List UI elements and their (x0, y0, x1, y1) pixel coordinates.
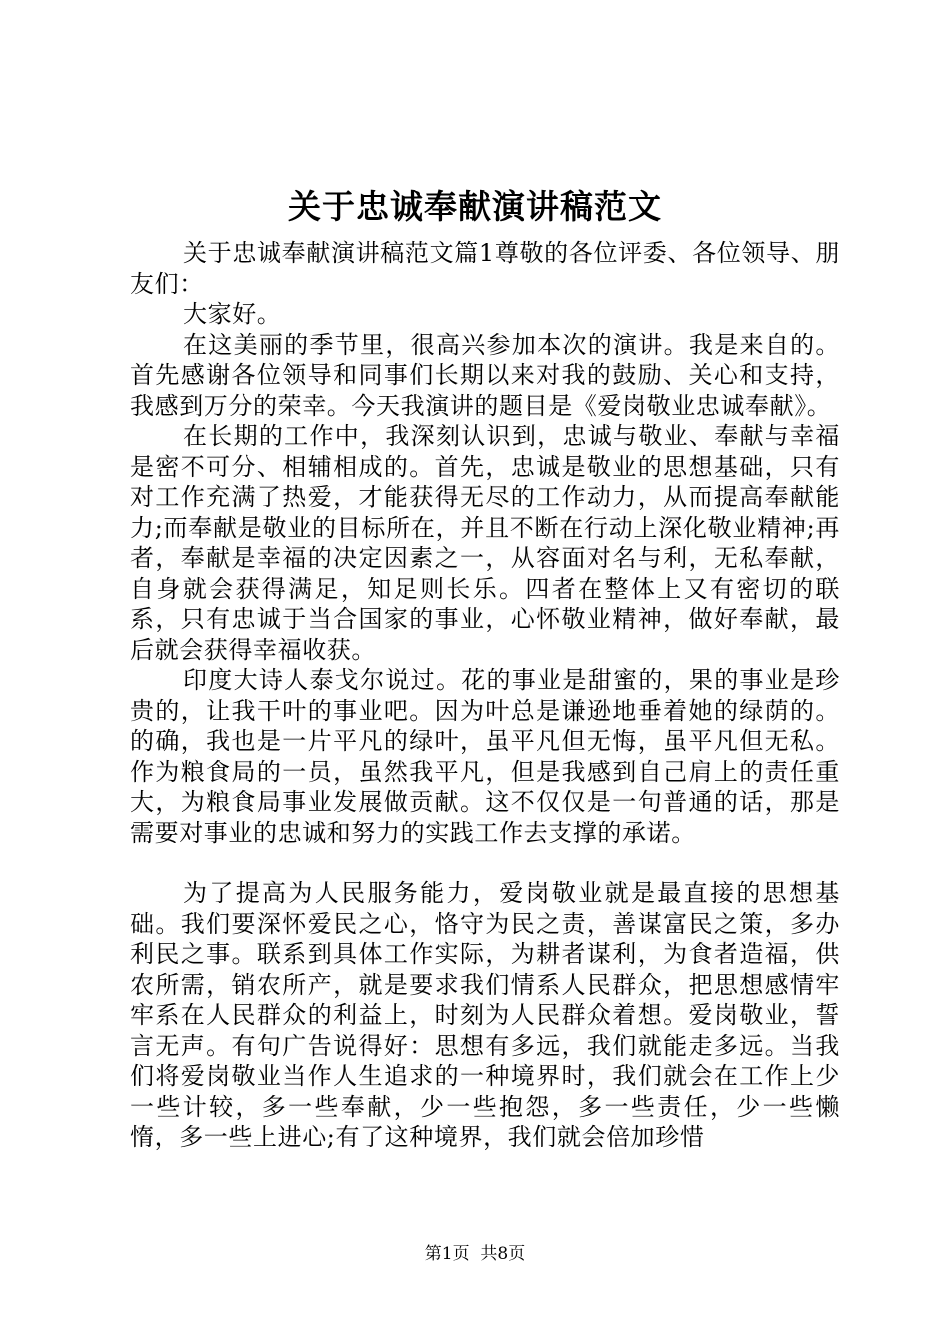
paragraph-serve-people: 为了提高为人民服务能力，爱岗敬业就是最直接的思想基础。我们要深怀爱民之心，恪守为民之责，善谋富民之策，多办利民之事。联系到具体工作实际，为耕者谋利，为食者造福，供农所需，销农所产，就是要求我们情系人民群众，把思想感情牢牢系在人民群众的利益上，时刻为人民群众着想。爱岗敬业，誓言无声。有句广告说得好：思想有多远，我们就能走多远。当我们将爱岗敬业当作人生追求的一种境界时，我们就会在工作上少一些计较，多一些奉献，少一些抱怨，多一些责任，少一些懒惰，多一些上进心;有了这种境界，我们就会倍加珍惜 (130, 879, 840, 1151)
paragraph-tagore: 印度大诗人泰戈尔说过。花的事业是甜蜜的，果的事业是珍贵的，让我干叶的事业吧。因为叶总是谦逊地垂着她的绿荫的。的确，我也是一片平凡的绿叶，虽平凡但无悔，虽平凡但无私。作为粮食局的一员，虽然我平凡，但是我感到自己肩上的责任重大，为粮食局事业发展做贡献。这不仅仅是一句普通的话，那是需要对事业的忠诚和努力的实践工作去支撑的承诺。 (130, 666, 840, 847)
page-footer (0, 1243, 950, 1265)
paragraph-hello: 大家好。 (183, 300, 282, 328)
page-total: 共8页 (480, 1244, 526, 1264)
page-number: 第1页 (424, 1244, 470, 1264)
paragraph-greeting: 关于忠诚奉献演讲稿范文篇1尊敬的各位评委、各位领导、朋友们： (130, 239, 840, 298)
paragraph-introduction: 在这美丽的季节里，很高兴参加本次的演讲。我是来自的。首先感谢各位领导和同事们长期以来对我的鼓励、关心和支持，我感到万分的荣幸。今天我演讲的题目是《爱岗敬业忠诚奉献》。 (130, 330, 840, 420)
document-body (130, 238, 840, 1153)
document-title: 关于忠诚奉献演讲稿范文 (288, 187, 662, 226)
paragraph-loyalty-dedication: 在长期的工作中，我深刻认识到，忠诚与敬业、奉献与幸福是密不可分、相辅相成的。首先，忠诚是敬业的思想基础，只有对工作充满了热爱，才能获得无尽的工作动力，从而提高奉献能力;而奉献是敬业的目标所在，并且不断在行动上深化敬业精神;再者，奉献是幸福的决定因素之一，从容面对名与利，无私奉献，自身就会获得满足，知足则长乐。四者在整体上又有密切的联系，只有忠诚于当合国家的事业，心怀敬业精神，做好奉献，最后就会获得幸福收获。 (130, 422, 840, 664)
